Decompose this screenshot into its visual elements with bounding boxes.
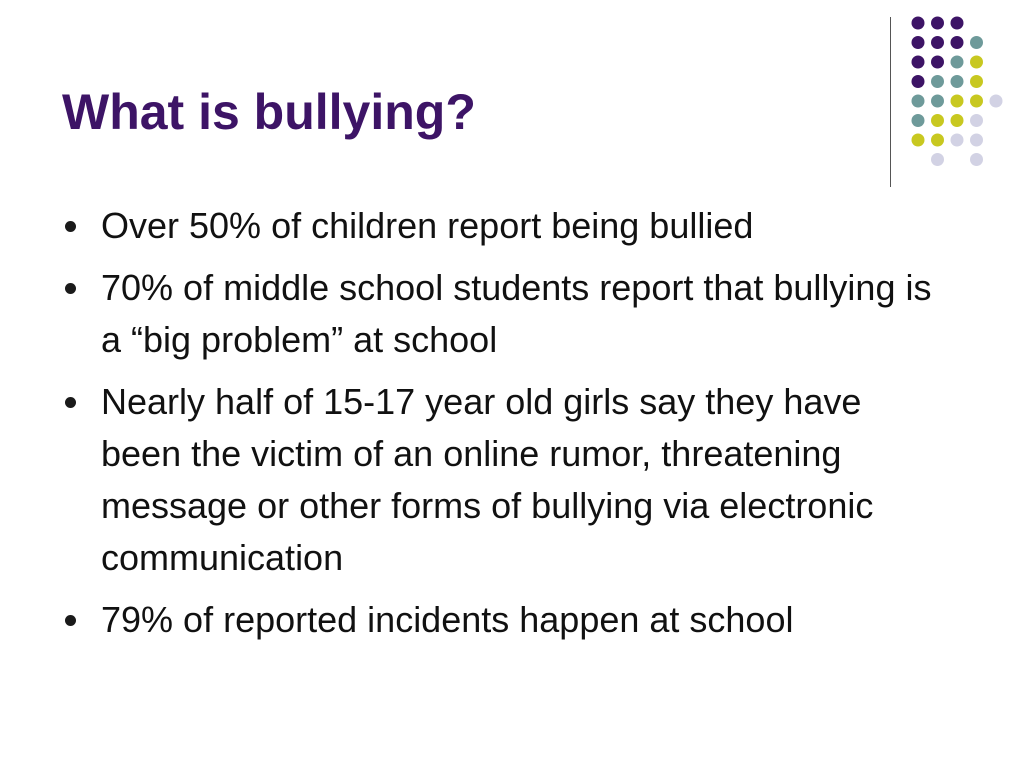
bullet-text: 79% of reported incidents happen at school: [101, 599, 794, 640]
bullet-item: [62, 200, 942, 252]
decorative-dot: [931, 56, 944, 69]
bullet-icon: [65, 283, 76, 294]
bullet-text: 70% of middle school students report that bullying is a “big problem” at school: [101, 267, 932, 360]
decorative-dot: [931, 134, 944, 147]
decorative-dot: [912, 114, 925, 127]
bullet-text: Nearly half of 15-17 year old girls say they have been the victim of an online rumor, threatening message or other forms of bullying via electronic communication: [101, 381, 874, 578]
decorative-dot: [931, 36, 944, 49]
decorative-dot: [912, 95, 925, 108]
bullet-list: [62, 200, 942, 656]
decorative-dot: [931, 114, 944, 127]
decorative-dot: [931, 153, 944, 166]
decorative-dot: [951, 17, 964, 30]
decorative-dot: [912, 36, 925, 49]
bullet-item: [62, 594, 942, 646]
decorative-dot: [912, 56, 925, 69]
slide-title: What is bullying?: [62, 84, 476, 140]
decorative-dot: [931, 95, 944, 108]
bullet-icon: [65, 397, 76, 408]
decorative-dot: [951, 56, 964, 69]
decorative-dot: [951, 134, 964, 147]
decorative-dot: [970, 56, 983, 69]
decorative-dot: [970, 36, 983, 49]
decorative-dot: [912, 17, 925, 30]
decorative-dot: [912, 75, 925, 88]
decorative-dot: [951, 114, 964, 127]
decorative-dot: [931, 17, 944, 30]
decorative-dot: [970, 75, 983, 88]
decorative-dot: [951, 95, 964, 108]
decorative-dot: [970, 153, 983, 166]
bullet-icon: [65, 615, 76, 626]
decorative-dot: [970, 95, 983, 108]
decorative-dot: [970, 134, 983, 147]
decorative-dot: [951, 36, 964, 49]
decorative-dot-grid-icon: [0, 0, 1024, 200]
decorative-dot: [951, 75, 964, 88]
decorative-dot: [990, 95, 1003, 108]
decorative-dot: [931, 75, 944, 88]
decorative-dot: [912, 134, 925, 147]
bullet-text: Over 50% of children report being bullied: [101, 205, 754, 246]
bullet-item: [62, 376, 942, 584]
bullet-icon: [65, 221, 76, 232]
decorative-dot: [970, 114, 983, 127]
bullet-item: [62, 262, 942, 366]
